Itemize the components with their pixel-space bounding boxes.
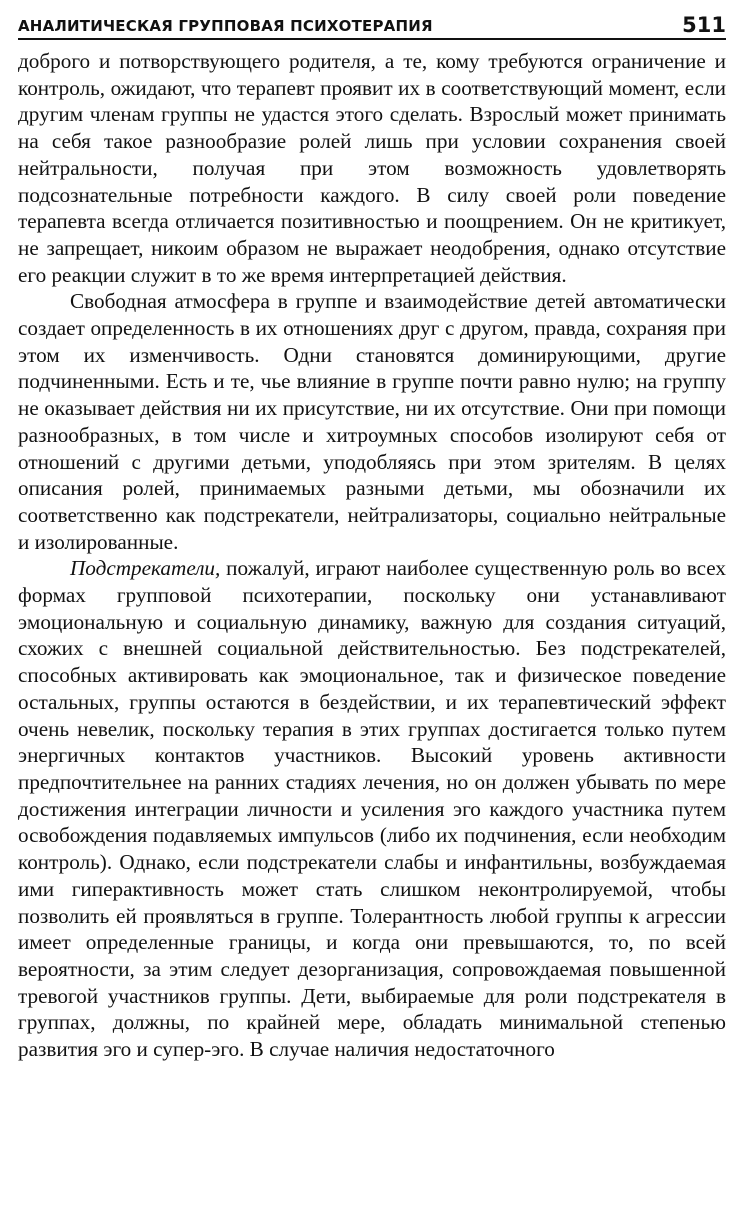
paragraph-group-atmosphere: Свободная атмосфера в группе и взаимодействие детей автоматически создает определенность в их отношениях друг с другом, правда, сохраняя при этом их изменчивость. Одни становятся доминирующими, другие подчиненными. Есть и те, чье влияние в группе почти равно нулю; на группу не оказывает действия ни их присутствие, ни их отсутствие. Они при помощи разнообразных, в том числе и хитроумных способов изолируют себя от отношений с другими детьми, уподобляясь при этом зрителям. В целях описания ролей, принимаемых разными детьми, мы обозначили их соответственно как подстрекатели, нейтрализаторы, социально нейтральные и изолированные. (18, 289, 726, 554)
paragraph-instigators-text: пожалуй, играют наиболее существенную роль во всех формах групповой психотерапии, поскольку они устанавливают эмоциональную и социальную динамику, важную для создания ситуаций, схожих с внешней социальной действительностью. Без подстрекателей, способных активировать как эмоциональное, так и физическое поведение остальных, группы остаются в бездействии, и их терапевтический эффект очень невелик, поскольку терапия в этих группах достигается только путем энергичных контактов участников. Высокий уровень активности предпочтительнее на ранних стадиях лечения, но он должен убывать по мере достижения интеграции личности и усиления эго каждого участника путем освобождения подавляемых импульсов (либо их подчинения, если необходим контроль). Однако, если подстрекатели слабы и инфантильны, возбуждаемая ими гиперактивность может стать слишком неконтролируемой, чтобы позволить ей проявляться в группе. Толерантность любой группы к агрессии имеет определенные границы, и когда они превышаются, то, по всей вероятности, за этим следует дезорганизация, сопровождаемая повышенной тревогой участников группы. Дети, выбираемые для роли подстрекателя в группах, должны, по крайней мере, обладать минимальной степенью развития эго и супер-эго. В случае наличия недостаточного (18, 556, 726, 1062)
body-text (18, 48, 726, 1063)
term-instigators: Подстрекатели, (70, 556, 221, 581)
running-header (18, 10, 726, 40)
paragraph-instigators (18, 555, 726, 1062)
running-title: АНАЛИТИЧЕСКАЯ ГРУППОВАЯ ПСИХОТЕРАПИЯ (18, 17, 433, 35)
paragraph-continuation: доброго и потворствующего родителя, а те, кому требуются ограничение и контроль, ожидают, что терапевт проявит их в соответствующий момент, если другим членам группы не удастся этого сделать. Взрослый может принимать на себя такое разнообразие ролей лишь при условии сохранения своей нейтральности, получая при этом возможность удовлетворять подсознательные потребности каждого. В силу своей роли поведение терапевта всегда отличается позитивностью и поощрением. Он не критикует, не запрещает, никоим образом не выражает неодобрения, однако отсутствие его реакции служит в то же время интерпретацией действия. (18, 49, 726, 287)
page-number: 511 (682, 13, 726, 37)
